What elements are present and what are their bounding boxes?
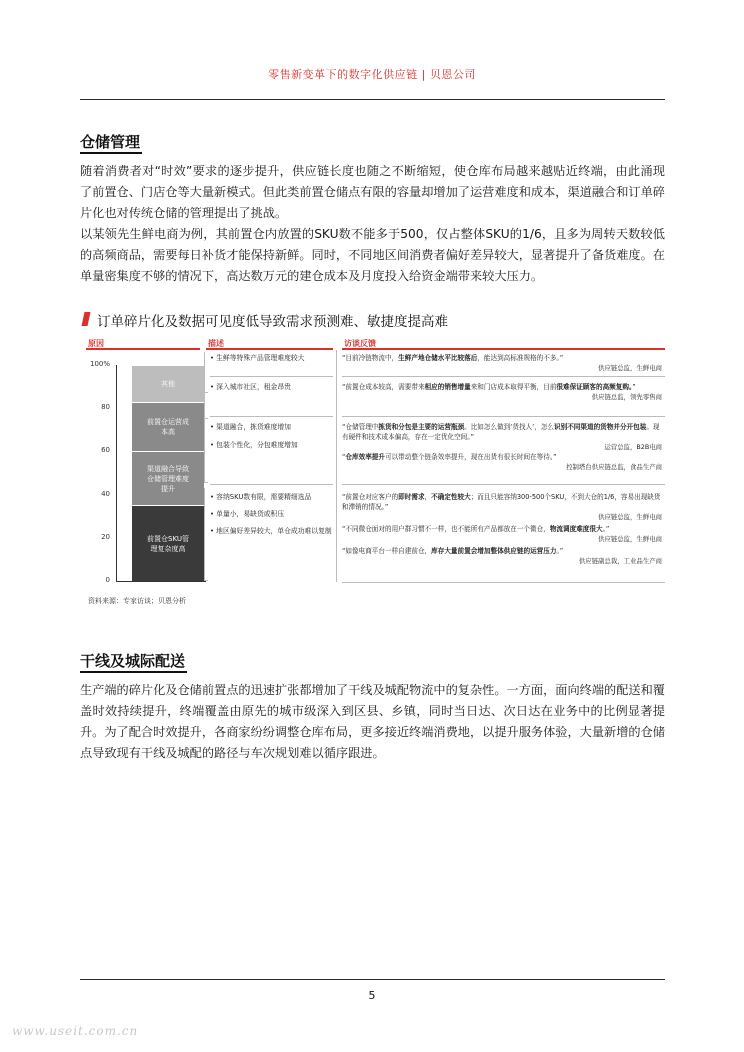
- row-feedback: [342, 492, 662, 565]
- stacked-bar-chart: [86, 355, 206, 590]
- section-title-trunk-delivery: 干线及城际配送: [80, 652, 186, 670]
- header-rule: [80, 99, 665, 100]
- row-bracket: [204, 418, 208, 483]
- row-description: [210, 492, 334, 536]
- y-tick-label: 80: [101, 403, 110, 412]
- description-item: • 渠道融合，拣货难度增加: [210, 423, 291, 431]
- quote-source: 供应链总监，领先零售商: [591, 393, 662, 401]
- row-feedback: [342, 382, 662, 401]
- paragraph: 生产端的碎片化及仓储前置点的迅速扩张都增加了干线及城配物流中的复杂性。一方面，面向终端的配送和覆盖时效持续提升，终端覆盖由原先的城市级深入到区县、乡镇，同时当日达、次日达在业务中的比例显著提升。为了配合时效提升，各商家纷纷调整仓库布局，更多接近终端消费地，以提升服务体验，大量新增的仓储点导致现有干线及城配的路径与车次规划难以循序跟进。: [80, 683, 665, 760]
- bar-segment: [132, 506, 204, 581]
- row-divider: [210, 484, 333, 485]
- bar-segment-label: 前置仓运营成本高: [147, 418, 189, 437]
- bar-segment: [132, 366, 204, 402]
- row-description: [210, 382, 334, 392]
- column-header-rule: [342, 348, 665, 350]
- watermark: www.useit.com.cn: [12, 1024, 139, 1038]
- quote-source: 供应链副总裁，工业品生产商: [578, 557, 662, 565]
- section-title-warehousing: 仓储管理: [80, 133, 141, 151]
- quote-source: 供应链总监，生鲜电商: [598, 364, 662, 372]
- page-number: 5: [368, 989, 376, 1002]
- interview-quote: “如像电商平台一样自建前仓，库存大量前置会增加整体供应链的运营压力。”: [342, 547, 564, 555]
- column-header-rule: [206, 348, 333, 350]
- row-divider: [210, 376, 333, 377]
- row-divider: [342, 376, 665, 377]
- quote-source: 控制塔台供应链总监，食品生产商: [566, 463, 662, 471]
- column-divider: [336, 350, 337, 582]
- row-feedback: [342, 422, 662, 471]
- interview-quote: “前置仓对应客户的即时需求，不确定性较大；而且只能容纳300-500个SKU，不到大仓的1/6，容易出现缺货和滞销的情况。”: [342, 493, 661, 511]
- y-tick-label: 20: [101, 532, 110, 541]
- figure-title: 订单碎片化及数据可见度低导致需求预测难、敏捷度提高难: [97, 314, 448, 330]
- description-item: • 单量小，易缺货或积压: [210, 510, 285, 518]
- y-tick-label: 40: [101, 489, 110, 498]
- description-item: • 容纳SKU数有限，需要精细选品: [210, 493, 312, 501]
- y-tick-label: 0: [105, 576, 110, 584]
- section-title-underline: [80, 671, 187, 673]
- column-header-feedback: 访谈反馈: [344, 339, 376, 348]
- quote-source: 供应链总监，生鲜电商: [598, 513, 662, 521]
- header-title: 零售新变革下的数字化供应链 | 贝恩公司: [268, 68, 476, 81]
- bar-segment: [132, 403, 204, 452]
- bar-segment-label: 前置仓SKU管理复杂度高: [147, 534, 189, 553]
- row-description: [210, 422, 334, 450]
- description-item: • 深入城市社区，租金昂贵: [210, 383, 291, 391]
- row-divider: [342, 582, 665, 583]
- quote-source: 运营总监，B2B电商: [604, 443, 662, 451]
- row-divider: [210, 416, 333, 417]
- row-bracket: [204, 488, 208, 581]
- row-bracket: [204, 378, 208, 419]
- row-divider: [342, 484, 665, 485]
- column-header-rule: [86, 348, 200, 350]
- bar-segment-label: 渠道融合导致仓储管理难度提升: [147, 464, 189, 493]
- interview-quote: “前置仓成本较高，需要带来相应的销售增量来和门店成本取得平衡，目前很难保证顾客的高频复购。”: [342, 383, 636, 391]
- paragraph: 随着消费者对“时效”要求的逐步提升，供应链长度也随之不断缩短，使仓库布局越来越贴近终端，由此涌现了前置仓、门店仓等大量新模式。但此类前置仓储点有限的容量却增加了运营难度和成本，渠道融合和订单碎片化也对传统仓储的管理提出了挑战。: [80, 164, 665, 220]
- interview-quote: “不同微仓面对的用户群习惯不一样，也不能所有产品都放在一个微仓，物流调度难度很大。”: [342, 525, 610, 533]
- description-item: • 包装个性化，分包难度增加: [210, 441, 298, 449]
- figure-source-note: 资料来源：专家访谈；贝恩分析: [88, 597, 186, 605]
- bar-segment: [132, 452, 204, 505]
- paragraph: 以某领先生鲜电商为例，其前置仓内放置的SKU数不能多于500，仅占整体SKU的1/6，且多为周转天数较低的高频商品，需要每日补货才能保持新鲜。同时，不同地区间消费者偏好差异较大，显著提升了备货难度。在单量密集度不够的情况下，高达数万元的建仓成本及月度投入给资金端带来较大压力。: [80, 227, 665, 283]
- row-description: [210, 353, 334, 363]
- description-item: • 地区偏好差异较大，单仓成功难以复制: [210, 527, 332, 535]
- footer-rule: [80, 979, 665, 980]
- column-header-description: 描述: [208, 339, 224, 348]
- description-item: • 生鲜等特殊产品管理难度较大: [210, 354, 305, 362]
- y-tick-label: 100%: [89, 360, 110, 368]
- row-feedback: [342, 353, 662, 372]
- x-axis-line: [116, 581, 206, 582]
- bar-segment-label: 其他: [161, 379, 175, 388]
- figure-title-marker: [82, 312, 91, 326]
- column-header-reason: 原因: [88, 339, 104, 348]
- quote-source: 供应链总监，生鲜电商: [598, 535, 662, 543]
- section-title-underline: [80, 152, 142, 154]
- y-tick-label: 60: [101, 446, 110, 455]
- interview-quote: “目前冷链物流中，生鲜产地仓储水平比较落后，能达到高标准规格的不多。”: [342, 354, 564, 362]
- row-divider: [342, 416, 665, 417]
- y-axis-line: [116, 365, 117, 581]
- interview-quote: “仓库效率提升可以带动整个链条效率提升，现在出货有很长时间在等待。”: [342, 453, 557, 461]
- interview-quote: “仓储管理中拣货和分包是主要的运营瓶颈。比如怎么做到‘货找人’，怎么识别不同渠道的货物并分开包装。现有硬件和技术成本偏高，存在一定优化空间。”: [342, 423, 660, 441]
